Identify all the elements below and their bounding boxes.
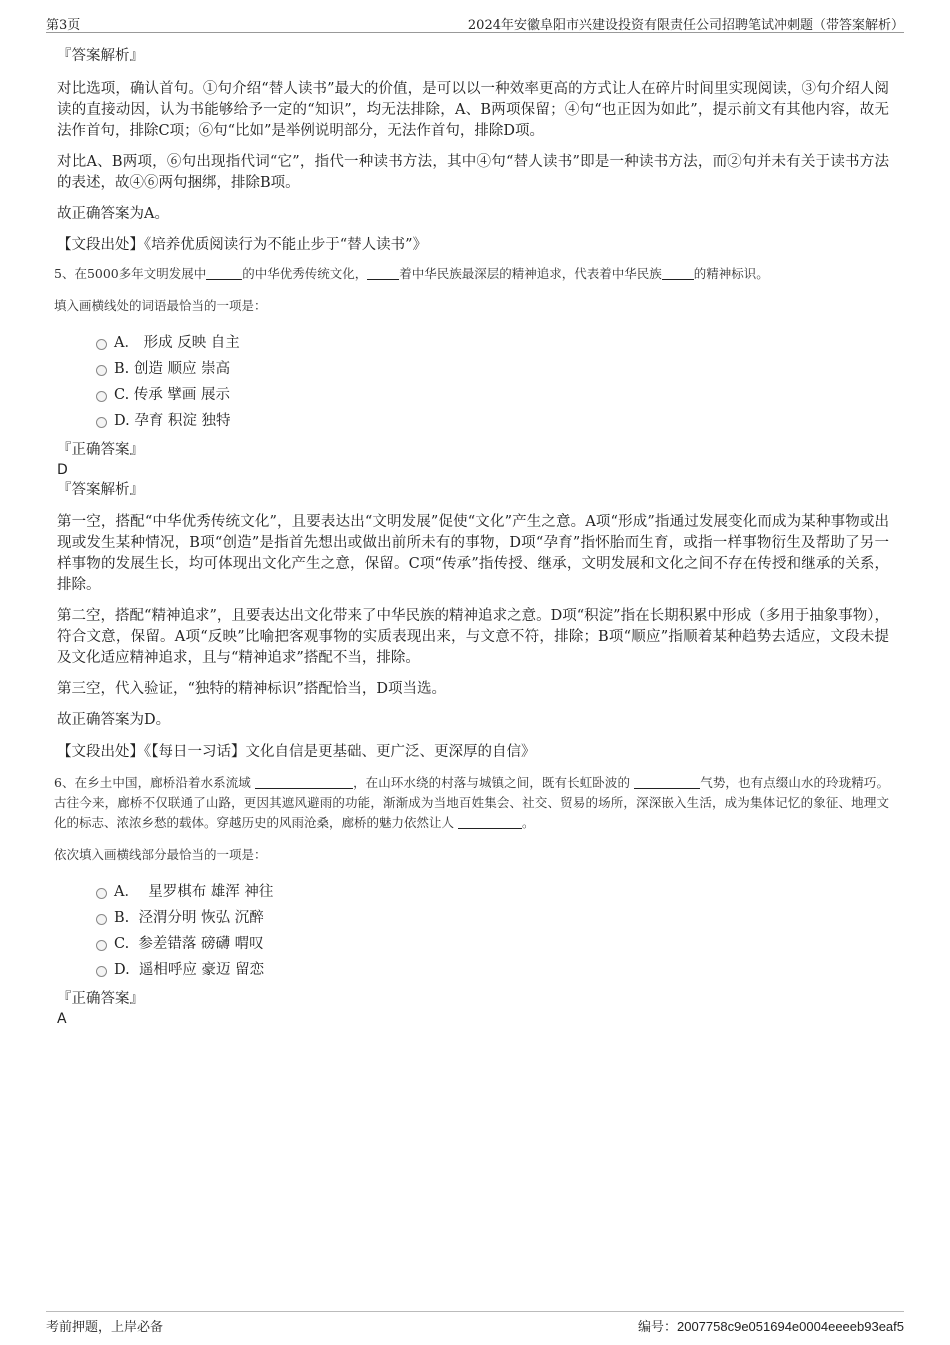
q4-source: 【文段出处】《培养优质阅读行为不能止步于“替人读书”》 bbox=[57, 237, 428, 253]
q4-analysis-para1: 对比选项，确认首句。①句介绍“替人读书”最大的价值，是可以以一种效率更高的方式让人在碎片时间里实现阅读，③句介绍人阅读的直接动因，认为书能够给予一定的“知识”，均无法排除，A、B两项保留；④句“也正因为如此”，提示前文有其他内容，故无法作首句，排除C项；⑥句“比如”是举例说明部分，无法作首句，排除D项。 bbox=[57, 81, 889, 139]
q6-stem: 6、在乡土中国，廊桥沿着水系流域 ，在山环水绕的村落与城镇之间，既有长虹卧波的 气势，也有点缀山水的玲珑精巧。古往今来，廊桥不仅联通了山路，更因其遮风避雨的功能，渐渐成为当地百姓集会、社交、贸易的场所，深深嵌入生活，成为集体记忆的象征、地理文化的标志、浓浓乡愁的载体。穿越历史的风雨沧桑，廊桥的魅力依然让人 。 bbox=[54, 775, 889, 830]
q6-blank-1 bbox=[255, 774, 353, 789]
document-body bbox=[54, 44, 889, 1029]
page-number: 第3页 bbox=[46, 18, 81, 33]
q5-option-c[interactable]: C. 传承 擘画 展示 bbox=[57, 382, 889, 408]
q5-option-a[interactable]: A． 形成 反映 自主 bbox=[57, 330, 889, 356]
q6-answer: A bbox=[57, 1011, 67, 1027]
q5-analysis-para1: 第一空，搭配“中华优秀传统文化”，且要表达出“文明发展”促使“文化”产生之意。A项“形成”指通过发展变化而成为某种事物或出现或发生某种情况，B项“创造”是指首先想出或做出前所未有的事物，D项“孕育”指怀胎而生育，或指一样事物衍生及帮助了另一样事物的发展生长，均可体现出文化产生之意，保留。C项“传承”指传授、继承，文明发展和文化之间不存在传授和继承的关系，排除。 bbox=[57, 514, 889, 593]
page-header bbox=[46, 14, 904, 33]
q5-options bbox=[57, 330, 889, 434]
page-footer bbox=[46, 1311, 904, 1335]
q5-answer: D bbox=[57, 462, 68, 478]
q5-blank-2 bbox=[367, 265, 399, 280]
radio-icon[interactable] bbox=[96, 888, 107, 899]
q5-blank-3 bbox=[662, 265, 694, 280]
q5-stem: 5、在5000多年文明发展中 的中华优秀传统文化， 着中华民族最深层的精神追求，代表着中华民族 的精神标识。 bbox=[54, 266, 769, 281]
radio-icon[interactable] bbox=[96, 391, 107, 402]
q6-blank-3 bbox=[458, 814, 522, 829]
radio-icon[interactable] bbox=[96, 966, 107, 977]
q5-prompt: 填入画横线处的词语最恰当的一项是： bbox=[54, 298, 267, 313]
q5-blank-1 bbox=[206, 265, 242, 280]
q5-answer-label: 『正确答案』 bbox=[57, 442, 144, 458]
q4-conclusion: 故正确答案为A。 bbox=[57, 206, 169, 222]
radio-icon[interactable] bbox=[96, 940, 107, 951]
q6-prompt: 依次填入画横线部分最恰当的一项是： bbox=[54, 847, 267, 862]
q6-option-a[interactable]: A． 星罗棋布 雄浑 神往 bbox=[57, 879, 889, 905]
q6-blank-2 bbox=[634, 774, 700, 789]
q5-analysis-para3: 第三空，代入验证，“独特的精神标识”搭配恰当，D项当选。 bbox=[57, 681, 446, 697]
q5-analysis-label: 『答案解析』 bbox=[57, 482, 144, 498]
q5-source: 【文段出处】《【每日一习话】文化自信是更基础、更广泛、更深厚的自信》 bbox=[57, 744, 536, 760]
q6-option-d[interactable]: D. 遥相呼应 豪迈 留恋 bbox=[57, 957, 889, 983]
document-title: 2024年安徽阜阳市兴建设投资有限责任公司招聘笔试冲刺题（带答案解析） bbox=[467, 18, 904, 33]
q5-option-d[interactable]: D. 孕育 积淀 独特 bbox=[57, 408, 889, 434]
q5-conclusion: 故正确答案为D。 bbox=[57, 712, 171, 728]
q5-analysis-para2: 第二空，搭配“精神追求”，且要表达出文化带来了中华民族的精神追求之意。D项“积淀”指在长期积累中形成（多用于抽象事物），符合文意，保留。A项“反映”比喻把客观事物的实质表现出来，与文意不符，排除；B项“顺应”指顺着某种趋势去适应，文段未提及文化适应精神追求，且与“精神追求”搭配不当，排除。 bbox=[57, 608, 889, 666]
q6-options bbox=[57, 879, 889, 983]
radio-icon[interactable] bbox=[96, 339, 107, 350]
q6-option-b[interactable]: B. 泾渭分明 恢弘 沉醉 bbox=[57, 905, 889, 931]
footer-slogan: 考前押题，上岸必备 bbox=[46, 1320, 164, 1335]
q4-analysis-para2: 对比A、B两项，⑥句出现指代词“它”，指代一种读书方法，其中④句“替人读书”即是一种读书方法，而②句并未有关于读书方法的表述，故④⑥两句捆绑，排除B项。 bbox=[57, 154, 889, 191]
q6-answer-label: 『正确答案』 bbox=[57, 991, 144, 1007]
q5-option-b[interactable]: B. 创造 顺应 崇高 bbox=[57, 356, 889, 382]
document-code: 编号：2007758c9e051694e0004eeeeb93eaf5 bbox=[637, 1319, 904, 1335]
q6-option-c[interactable]: C. 参差错落 磅礴 喟叹 bbox=[57, 931, 889, 957]
radio-icon[interactable] bbox=[96, 417, 107, 428]
radio-icon[interactable] bbox=[96, 914, 107, 925]
q4-analysis-label: 『答案解析』 bbox=[57, 48, 144, 64]
radio-icon[interactable] bbox=[96, 365, 107, 376]
